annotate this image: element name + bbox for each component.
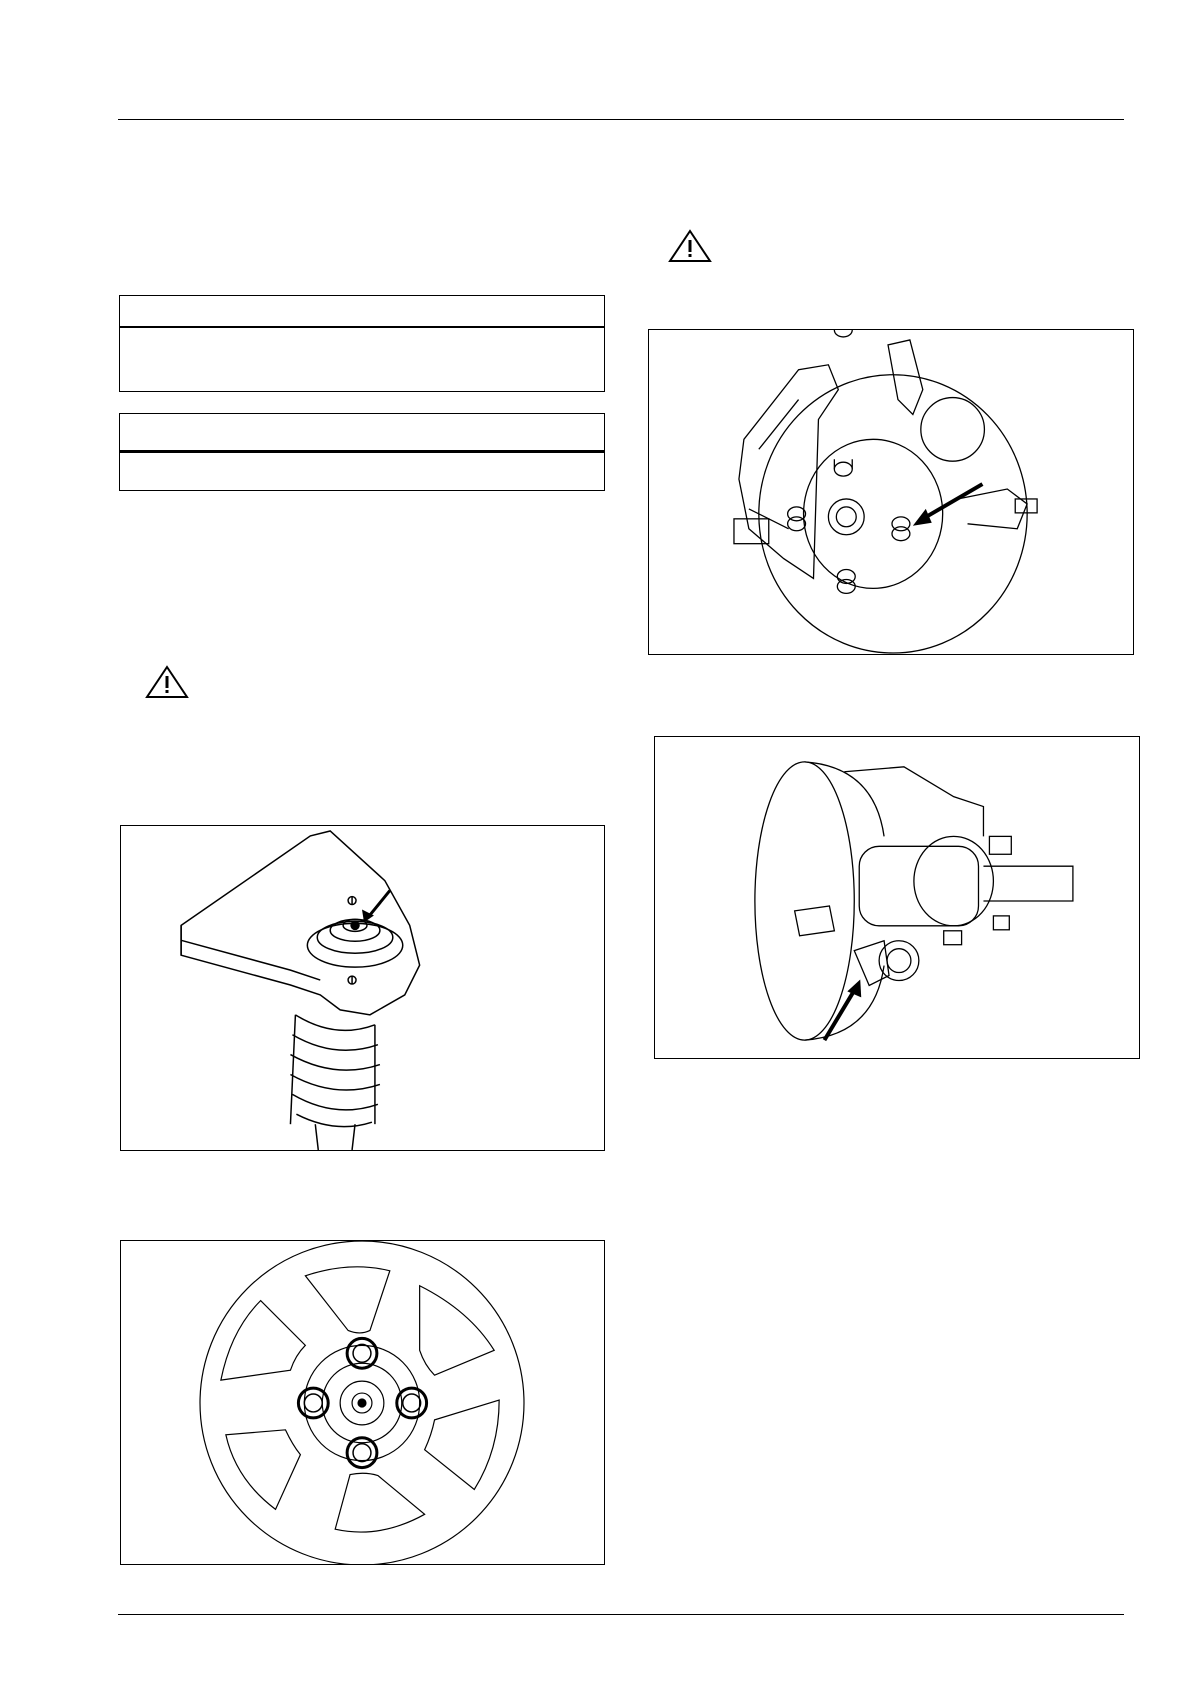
figure-wheel-hub-cap-nuts bbox=[120, 1240, 605, 1565]
warning-triangle-icon bbox=[145, 665, 189, 699]
spec-table-1-header-divider bbox=[120, 326, 604, 328]
spec-table-1 bbox=[119, 295, 605, 392]
footer-rule bbox=[118, 1614, 1124, 1615]
spec-table-2 bbox=[119, 413, 605, 491]
spec-table-2-header-divider bbox=[120, 450, 604, 453]
figure-steering-knuckle-bolt bbox=[654, 736, 1140, 1059]
figure-strut-top-mount bbox=[120, 825, 605, 1151]
figure-brake-disc-studs bbox=[648, 329, 1134, 655]
warning-triangle-icon bbox=[668, 229, 712, 263]
header-rule bbox=[118, 119, 1124, 120]
